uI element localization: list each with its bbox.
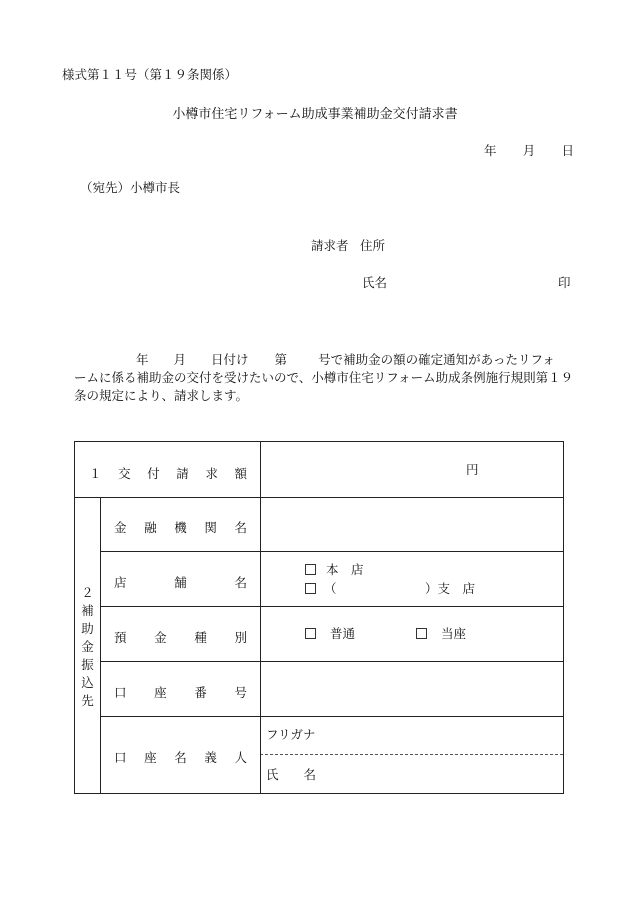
row-divider <box>75 497 563 498</box>
main-office-checkbox[interactable] <box>305 564 316 575</box>
request-amount-field[interactable] <box>265 446 557 494</box>
label-char: 座 <box>144 750 157 765</box>
branch-office-suffix: ）支 店 <box>425 581 476 596</box>
current-deposit-checkbox[interactable] <box>416 628 427 639</box>
holder-divider-dashed <box>260 754 563 755</box>
label-char: 号 <box>234 685 247 700</box>
holder-name-label: 氏 名 <box>266 767 317 782</box>
label-char: 座 <box>154 685 167 700</box>
label-char: 求 <box>205 466 218 481</box>
row-divider <box>100 716 563 717</box>
main-office-option[interactable] <box>305 564 364 577</box>
date-year-label: 年 <box>484 143 497 158</box>
ordinary-deposit-option[interactable] <box>305 628 355 641</box>
date-day-label: 日 <box>561 143 574 158</box>
label-char: 関 <box>204 520 217 535</box>
notice-day-label: 日付け <box>211 352 249 367</box>
label-char: 種 <box>194 630 207 645</box>
document-title: 小樽市住宅リフォーム助成事業補助金交付請求書 <box>172 107 458 122</box>
label-char: 口 <box>114 750 127 765</box>
branch-open-paren: （ <box>323 581 337 596</box>
label-char: 額 <box>234 466 247 481</box>
transfer-destination-section-label <box>75 584 100 710</box>
label-char: 預 <box>114 630 127 645</box>
seal-mark: 印 <box>558 275 571 290</box>
row-divider <box>100 606 563 607</box>
date-month-label: 月 <box>522 143 536 158</box>
label-char: 融 <box>144 520 157 535</box>
label-char: 舗 <box>174 575 187 590</box>
statement-line-3: 条の規定により、請求します。 <box>74 388 249 403</box>
branch-name-field[interactable] <box>313 581 423 597</box>
label-char: 付 <box>147 466 160 481</box>
section-char: 金 <box>81 639 94 654</box>
label-char: 交 <box>118 466 131 481</box>
branch-label <box>114 573 247 591</box>
label-char: 名 <box>234 575 247 590</box>
deposit-type-label <box>114 628 247 646</box>
section-char: 先 <box>81 693 94 708</box>
notice-number-prefix: 第 <box>274 352 288 367</box>
main-office-option-label: 本 店 <box>325 562 364 577</box>
label-char: 店 <box>114 575 127 590</box>
requester-name-label: 氏名 <box>362 275 388 290</box>
form-number: 様式第１１号（第１９条関係） <box>62 67 238 82</box>
label-char: 義 <box>204 750 217 765</box>
current-deposit-option[interactable] <box>416 628 466 641</box>
request-amount-number: １ <box>89 466 102 481</box>
notice-year-label: 年 <box>136 352 149 367</box>
request-amount-label <box>89 464 247 482</box>
label-char: 別 <box>234 630 247 645</box>
section-char: 助 <box>81 621 94 636</box>
date-line <box>484 145 574 158</box>
bank-name-label <box>114 518 247 536</box>
label-char: 金 <box>154 630 167 645</box>
label-char: 金 <box>114 520 127 535</box>
ordinary-deposit-checkbox[interactable] <box>305 628 316 639</box>
statement-line-1 <box>74 351 574 369</box>
statement-line-1-rest: 号で補助金の額の確定通知があったリフォ <box>318 352 555 367</box>
requester-label: 請求者 <box>311 238 349 253</box>
section-char: 補 <box>81 603 94 618</box>
furigana-label: フリガナ <box>266 727 316 742</box>
section-char: 込 <box>81 675 94 690</box>
row-divider <box>100 551 563 552</box>
label-char: 人 <box>234 750 247 765</box>
notice-month-label: 月 <box>173 352 187 367</box>
label-char: 口 <box>114 685 127 700</box>
label-char: 番 <box>194 685 207 700</box>
addressee: （宛先）小樽市長 <box>80 180 181 195</box>
account-number-label <box>114 683 247 701</box>
section-char: ２ <box>81 585 94 600</box>
account-number-field[interactable] <box>265 665 557 712</box>
label-char: 名 <box>234 520 247 535</box>
bank-name-field[interactable] <box>265 501 557 547</box>
furigana-field[interactable] <box>325 721 557 751</box>
section-char: 振 <box>81 657 94 672</box>
ordinary-deposit-label: 普通 <box>329 626 355 641</box>
section-column-divider <box>100 497 101 793</box>
request-statement <box>74 351 574 405</box>
statement-line-2: ームに係る補助金の交付を受けたいので、小樽市住宅リフォーム助成条例施行規則第１９ <box>74 370 574 385</box>
payment-request-table <box>74 441 564 794</box>
holder-name-field[interactable] <box>325 758 557 790</box>
requester-address-label: 住所 <box>360 238 386 253</box>
label-char: 名 <box>174 750 187 765</box>
column-divider <box>260 442 261 793</box>
request-amount-unit: 円 <box>466 462 479 477</box>
row-divider <box>100 661 563 662</box>
label-char: 請 <box>176 466 189 481</box>
label-char: 機 <box>174 520 187 535</box>
current-deposit-label: 当座 <box>440 626 466 641</box>
account-holder-label <box>114 748 247 766</box>
